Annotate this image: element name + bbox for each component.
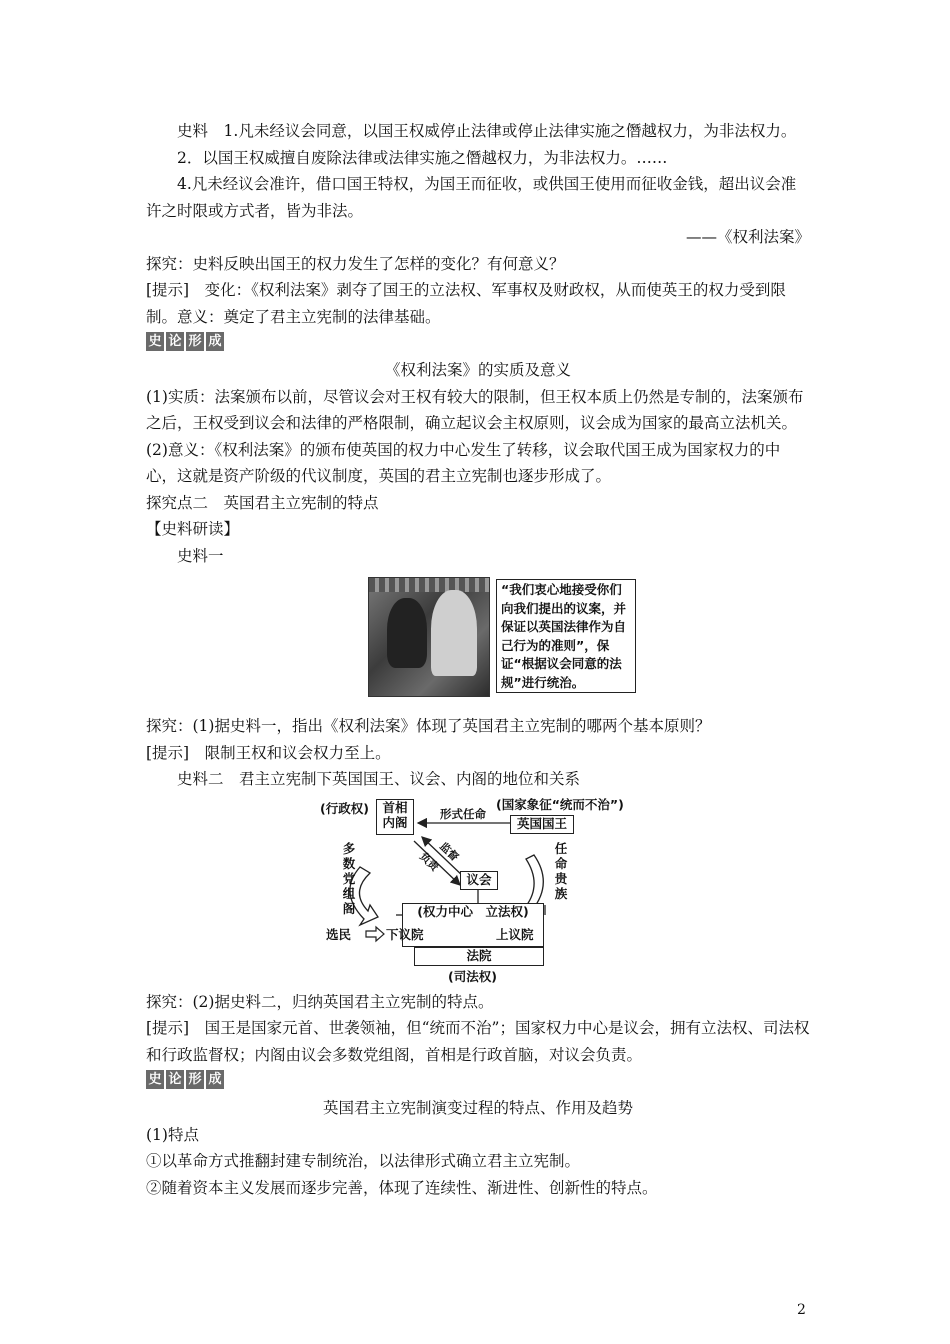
summary2-title: 英国君主立宪制演变过程的特点、作用及趋势 xyxy=(322,1099,633,1117)
judicial-label: (司法权) xyxy=(448,968,497,984)
upper-house-label: 上议院 xyxy=(496,926,534,942)
hint-1: [提示] 变化：《权利法案》剥夺了国王的立法权、军事权及财政权，从而使英王的权力受到限制。意义：奠定了君主立宪制的法律基础。 xyxy=(146,281,786,326)
page-number: 2 xyxy=(797,1302,806,1318)
badge-char: 成 xyxy=(206,1070,224,1089)
formal-appoint-label: 形式任命 xyxy=(440,806,486,821)
coronation-photo xyxy=(368,577,490,697)
voters-label: 选民 xyxy=(326,926,352,942)
summary1-title: 《权利法案》的实质及意义 xyxy=(384,361,571,379)
summary2-item2: ②随着资本主义发展而逐步完善，体现了连续性、渐进性、创新性的特点。 xyxy=(146,1178,658,1197)
inquiry-1: 探究：史料反映出国王的权力发生了怎样的变化？有何意义？ xyxy=(146,254,565,273)
quote-box: “我们衷心地接受你们向我们提出的议案，并保证以英国法律作为自己行为的准则”，保证“根据议会同意的法规”进行统治。 xyxy=(496,579,636,693)
supervise-label: 监督 xyxy=(437,840,461,864)
hint-3: [提示] 国王是国家元首、世袭领袖，但“统而不治”；国家权力中心是议会，拥有立法权、司法权和行政监督权；内阁由议会多数党组阁，首相是行政首脑，对议会负责。 xyxy=(146,1019,810,1064)
hint-2: [提示] 限制王权和议会权力至上。 xyxy=(146,743,391,762)
badge-char: 论 xyxy=(166,1070,184,1089)
section-badge xyxy=(146,1070,810,1092)
document-body xyxy=(146,118,810,1201)
symbol-label: (国家象征“统而不治”) xyxy=(496,796,624,812)
power-center-label: (权力中心 立法权) xyxy=(417,903,529,919)
court-box: 法院 xyxy=(414,947,544,966)
responsible-label: 负责 xyxy=(417,850,441,874)
badge-char: 形 xyxy=(186,332,204,351)
badge-char: 形 xyxy=(186,1070,204,1089)
badge-char: 史 xyxy=(146,1070,164,1089)
cabinet-line1: 首相 xyxy=(382,799,408,815)
material1-line xyxy=(146,118,810,145)
badge-char: 论 xyxy=(166,332,184,351)
lower-house-label: 下议院 xyxy=(386,926,424,942)
power-structure-diagram xyxy=(320,796,624,985)
material-item-4: 4.凡未经议会准许，借口国王特权，为国王而征收，或供国王使用而征收金钱，超出议会准许之时限或方式者，皆为非法。 xyxy=(146,175,797,220)
material-one-label: 史料一 xyxy=(177,546,224,565)
voter-arrow xyxy=(366,927,384,941)
appoint-noble-label: 任 命 贵 族 xyxy=(554,840,568,901)
badge-char: 史 xyxy=(146,332,164,351)
study-header: 【史料研读】 xyxy=(146,520,240,538)
summary1-p2: (2)意义：《权利法案》的颁布使英国的权力中心发生了转移，议会取代国王成为国家权力的中心，这就是资产阶级的代议制度，英国的君主立宪制也逐步形成了。 xyxy=(146,440,781,485)
summary2-item1: ①以革命方式推翻封建专制统治，以法律形式确立君主立宪制。 xyxy=(146,1152,581,1170)
inquiry-2: 探究：(1)据史料一，指出《权利法案》体现了英国君主立宪制的哪两个基本原则？ xyxy=(146,717,711,735)
cabinet-line2: 内阁 xyxy=(382,814,408,830)
executive-label: (行政权) xyxy=(320,800,369,816)
cabinet-box xyxy=(376,799,414,835)
majority-party-label: 多 数 党 组 阁 xyxy=(342,840,356,916)
material-source: ——《权利法案》 xyxy=(685,228,810,246)
material-label: 史料 xyxy=(177,122,209,140)
parliament-box: 议会 xyxy=(460,871,498,890)
king-box: 英国国王 xyxy=(510,815,574,834)
material-item-1: 1.凡未经议会同意，以国王权威停止法律或停止法律实施之僭越权力，为非法权力。 xyxy=(223,122,797,140)
summary1-p1: (1)实质：法案颁布以前，尽管议会对王权有较大的限制，但王权本质上仍然是专制的，法案颁布之后，王权受到议会和法律的严格限制，确立起议会主权原则，议会成为国家的最高立法机关。 xyxy=(146,387,804,432)
material-item-2: 2．以国王权威擅自废除法律或法律实施之僭越权力，为非法权力。…… xyxy=(177,148,668,167)
section-badge xyxy=(146,332,810,354)
summary2-sub: (1)特点 xyxy=(146,1125,199,1144)
material-two-label: 史料二 君主立宪制下英国国王、议会、内阁的地位和关系 xyxy=(177,770,581,788)
inquiry-3: 探究：(2)据史料二，归纳英国君主立宪制的特点。 xyxy=(146,992,494,1011)
material-one-figure xyxy=(194,577,810,697)
badge-char: 成 xyxy=(206,332,224,351)
point2-heading: 探究点二 英国君主立宪制的特点 xyxy=(146,493,379,512)
